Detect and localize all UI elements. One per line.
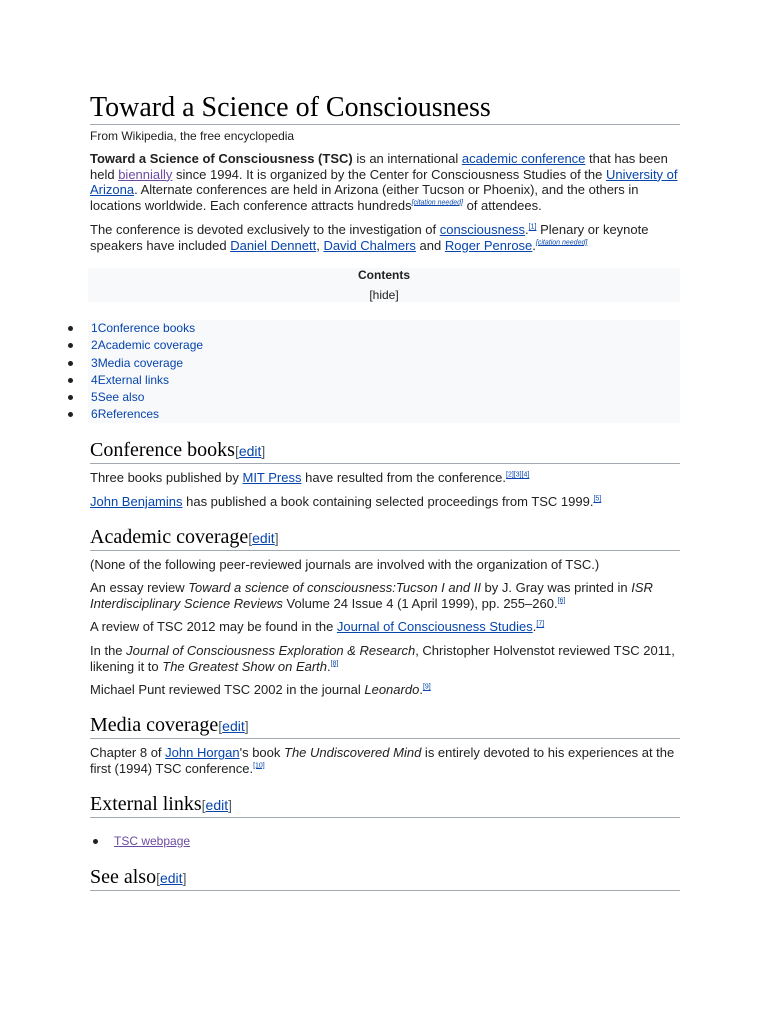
text: is an international [352,151,462,166]
toc-link-references[interactable]: 6References [91,407,160,422]
academic-paragraph-5: Michael Punt reviewed TSC 2002 in the journal Leonardo.[9] [90,682,431,697]
academic-paragraph-3: A review of TSC 2012 may be found in the Journal of Consciousness Studies.[7] [90,619,545,634]
toc-item[interactable] [88,321,680,338]
toc-hide-toggle[interactable] [88,288,680,302]
heading-conference-books: Conference books[edit] [90,438,680,464]
media-paragraph-1: Chapter 8 of John Horgan's book The Undiscovered Mind is entirely devoted to his experiences at the first (1994) TSC conference.[10] [90,745,675,776]
reference-link[interactable]: [8] [330,660,339,668]
toc-title: Contents [358,268,410,282]
intro-paragraph-1 [90,151,680,213]
reference-link[interactable]: [7] [536,620,545,628]
toc-link-conference-books[interactable]: 1Conference books [91,321,196,335]
link-mit-press[interactable]: MIT Press [242,470,302,485]
academic-paragraph-2: An essay review Toward a science of consciousness:Tucson I and II by J. Gray was printed in ISR Interdisciplinary Science Reviews Volume 24 Issue 4 (1 April 1999), pp. 255–260.[6] [90,580,653,611]
citation-needed-link[interactable]: [citation needed] [411,199,463,207]
text: since 1994. It is organized by the Center for Consciousness Studies of the [172,166,606,182]
text: Plenary or keynote speakers have included [90,222,649,253]
link-biennially[interactable]: biennially [118,166,173,182]
external-links-list [90,832,190,850]
heading-academic-coverage: Academic coverage[edit] [90,525,680,551]
table-of-contents [88,268,680,302]
edit-link[interactable]: edit [252,530,275,546]
link-university-of-arizona[interactable]: University of Arizona [90,166,678,198]
toc-item[interactable] [88,390,680,407]
academic-paragraph-4: In the Journal of Consciousness Exploration & Research, Christopher Holvenstot reviewed TSC 2011, likening it to The Greatest Show on Earth.[8] [90,643,675,674]
toc-item[interactable] [88,356,680,373]
link-john-benjamins[interactable]: John Benjamins [90,494,183,509]
link-academic-conference[interactable]: academic conference [461,151,586,166]
link-consciousness[interactable]: consciousness [439,222,526,237]
toc-item[interactable] [88,338,680,355]
edit-link[interactable]: edit [222,718,245,734]
toc-item[interactable] [88,373,680,390]
edit-link[interactable]: edit [205,797,229,813]
page-title: Toward a Science of Consciousness [90,92,680,125]
link-john-horgan[interactable]: John Horgan [165,745,240,760]
reference-link[interactable]: [9] [422,683,431,691]
heading-external-links: External links[edit] [90,792,680,818]
text: and [415,237,445,253]
text: The conference is devoted exclusively to the investigation of [90,222,440,237]
article-subject: Toward a Science of Consciousness (TSC) [90,151,353,166]
toc-link-media-coverage[interactable]: 3Media coverage [91,355,184,370]
heading-text: Academic coverage [90,526,249,548]
heading-text: See also [90,866,157,888]
intro-paragraph-2: The conference is devoted exclusively to the investigation of consciousness.[1] Plenary or keynote speakers have included Daniel Dennett, David Chalmers and Roger Penrose.[citation needed] [90,222,649,253]
books-paragraph-1: Three books published by MIT Press have resulted from the conference.[2][3][4] [90,470,530,485]
toc-hide-link[interactable]: [hide] [369,288,399,302]
text: . [532,237,536,253]
toc-link-see-also[interactable]: 5See also [91,390,145,405]
list-item [90,832,190,850]
link-tsc-webpage[interactable]: TSC webpage [114,834,191,848]
reference-links[interactable]: [2][3][4] [506,471,530,479]
reference-link[interactable]: [1] [528,223,537,231]
toc-item[interactable] [88,407,680,424]
citation-needed-link[interactable]: [citation needed] [535,239,588,247]
books-paragraph-2: John Benjamins has published a book containing selected proceedings from TSC 1999.[5] [90,494,602,509]
text: that has been held [90,151,668,182]
toc-link-external-links[interactable]: 4External links [91,372,170,387]
text: of attendees. [462,197,542,213]
site-subtitle: From Wikipedia, the free encyclopedia [90,129,295,143]
reference-link[interactable]: [10] [253,762,265,770]
toc-link-academic-coverage[interactable]: 2Academic coverage [91,338,204,353]
heading-text: Media coverage [90,714,219,736]
heading-media-coverage: Media coverage[edit] [90,713,680,739]
heading-text: Conference books [90,439,235,461]
toc-list [88,320,680,423]
link-david-chalmers[interactable]: David Chalmers [323,237,416,253]
edit-link[interactable]: edit [159,870,183,886]
text: , [316,237,324,253]
academic-paragraph-1: (None of the following peer-reviewed journals are involved with the organization of TSC.) [90,557,600,572]
edit-link[interactable]: edit [238,443,262,459]
text: . Alternate conferences are held in Arizona (either Tucson or Phoenix), and the others in locations worldwide. Each conference attracts hundreds [90,182,639,213]
heading-text: External links [90,793,202,815]
link-daniel-dennett[interactable]: Daniel Dennett [230,237,317,253]
heading-see-also: See also[edit] [90,865,680,891]
reference-link[interactable]: [5] [593,495,602,503]
link-journal-of-consciousness-studies[interactable]: Journal of Consciousness Studies [336,619,533,634]
link-roger-penrose[interactable]: Roger Penrose [444,237,533,253]
reference-link[interactable]: [6] [557,597,566,605]
